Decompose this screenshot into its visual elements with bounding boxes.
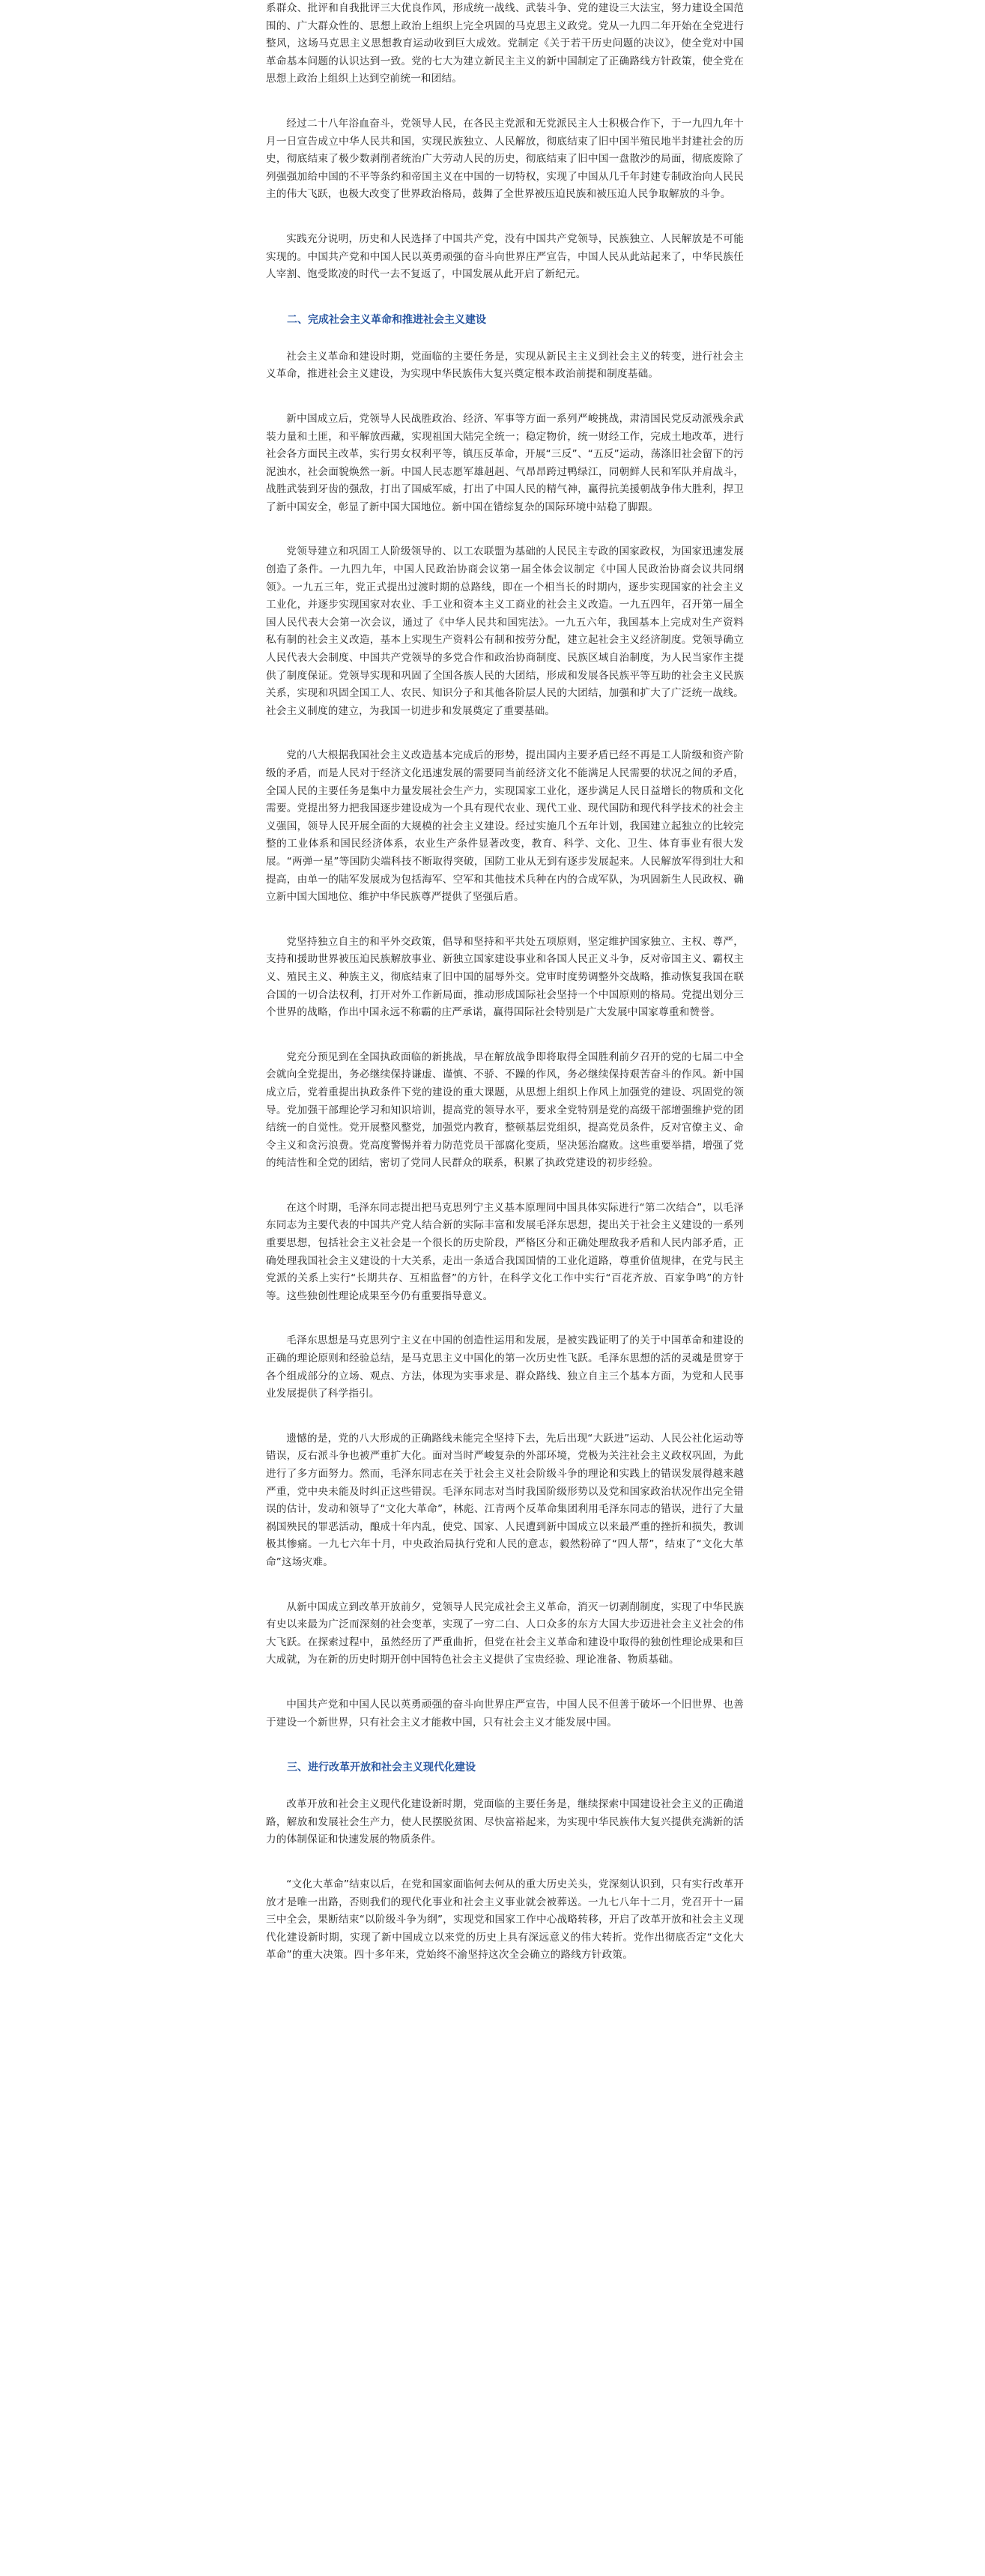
article-paragraph-7: 党的八大根据我国社会主义改造基本完成后的形势，提出国内主要矛盾已经不再是工人阶级和资产阶级的矛盾，而是人民对于经济文化迅速发展的需要同当前经济文化不能满足人民需要的状况之间的矛盾，全国人民的主要任务是集中力量发展社会生产力，实现国家工业化，逐步满足人民日益增长的物质和文化需要。党提出努力把我国逐步建设成为一个具有现代农业、现代工业、现代国防和现代科学技术的社会主义强国，领导人民开展全面的大规模的社会主义建设。经过实施几个五年计划，我国建立起独立的比较完整的工业体系和国民经济体系，农业生产条件显著改变，教育、科学、文化、卫生、体育事业有很大发展。“两弹一星”等国防尖端科技不断取得突破，国防工业从无到有逐步发展起来。人民解放军得到壮大和提高，由单一的陆军发展成为包括海军、空军和其他技术兵种在内的合成军队，为巩固新生人民政权、确立新中国大国地位、维护中华民族尊严提供了坚强后盾。	[266, 749, 744, 904]
article-paragraph-10: 在这个时期，毛泽东同志提出把马克思列宁主义基本原理同中国具体实际进行“第二次结合”，以毛泽东同志为主要代表的中国共产党人结合新的实际丰富和发展毛泽东思想，提出关于社会主义建设的一系列重要思想，包括社会主义社会是一个很长的历史阶段，严格区分和正确处理敌我矛盾和人民内部矛盾，正确处理我国社会主义建设的十大关系，走出一条适合我国国情的工业化道路，尊重价值规律，在党与民主党派的关系上实行“长期共存、互相监督”的方针，在科学文化工作中实行“百花齐放、百家争鸣”的方针等。这些独创性理论成果至今仍有重要指导意义。	[266, 1201, 744, 1302]
section-heading-1: 二、完成社会主义革命和推进社会主义建设	[287, 313, 486, 326]
article-body	[266, 0, 744, 1992]
article-paragraph-5: 新中国成立后，党领导人民战胜政治、经济、军事等方面一系列严峻挑战，肃清国民党反动派残余武装力量和土匪，和平解放西藏，实现祖国大陆完全统一；稳定物价，统一财经工作，完成土地改革，进行社会各方面民主改革，实行男女权利平等，镇压反革命，开展“三反”、“五反”运动，荡涤旧社会留下的污泥浊水，社会面貌焕然一新。中国人民志愿军雄赳赳、气昂昂跨过鸭绿江，同朝鲜人民和军队并肩战斗，战胜武装到牙齿的强敌，打出了国威军威，打出了中国人民的精气神，赢得抗美援朝战争伟大胜利，捍卫了新中国安全，彰显了新中国大国地位。新中国在错综复杂的国际环境中站稳了脚跟。	[266, 412, 744, 513]
article-paragraph-1: 系群众、批评和自我批评三大优良作风，形成统一战线、武装斗争、党的建设三大法宝，努力建设全国范围的、广大群众性的、思想上政治上组织上完全巩固的马克思主义政党。党从一九四二年开始在全党进行整风，这场马克思主义思想教育运动收到巨大成效。党制定《关于若干历史问题的决议》，使全党对中国革命基本问题的认识达到一致。党的七大为建立新民主主义的新中国制定了正确路线方针政策，使全党在思想上政治上组织上达到空前统一和团结。	[266, 2, 744, 85]
article-paragraph-3: 实践充分说明，历史和人民选择了中国共产党，没有中国共产党领导，民族独立、人民解放是不可能实现的。中国共产党和中国人民以英勇顽强的奋斗向世界庄严宣告，中国人民从此站起来了，中华民族任人宰割、饱受欺凌的时代一去不复返了，中国发展从此开启了新纪元。	[266, 232, 744, 281]
article-paragraph-14: 中国共产党和中国人民以英勇顽强的奋斗向世界庄严宣告，中国人民不但善于破坏一个旧世界、也善于建设一个新世界，只有社会主义才能救中国，只有社会主义才能发展中国。	[266, 1698, 744, 1729]
article-paragraph-13: 从新中国成立到改革开放前夕，党领导人民完成社会主义革命，消灭一切剥削制度，实现了中华民族有史以来最为广泛而深刻的社会变革，实现了一穷二白、人口众多的东方大国大步迈进社会主义社会的伟大飞跃。在探索过程中，虽然经历了严重曲折，但党在社会主义革命和建设中取得的独创性理论成果和巨大成就，为在新的历史时期开创中国特色社会主义提供了宝贵经验、理论准备、物质基础。	[266, 1600, 744, 1666]
article-paragraph-2: 经过二十八年浴血奋斗，党领导人民，在各民主党派和无党派民主人士积极合作下，于一九四九年十月一日宣告成立中华人民共和国，实现民族独立、人民解放，彻底结束了旧中国半殖民地半封建社会的历史，彻底结束了极少数剥削者统治广大劳动人民的历史，彻底结束了旧中国一盘散沙的局面，彻底废除了列强强加给中国的不平等条约和帝国主义在中国的一切特权，实现了中国从几千年封建专制政治向人民民主的伟大飞跃，也极大改变了世界政治格局，鼓舞了全世界被压迫民族和被压迫人民争取解放的斗争。	[266, 117, 744, 201]
article-paragraph-9: 党充分预见到在全国执政面临的新挑战，早在解放战争即将取得全国胜利前夕召开的党的七届二中全会就向全党提出，务必继续保持谦虚、谨慎、不骄、不躁的作风，务必继续保持艰苦奋斗的作风。新中国成立后，党着重提出执政条件下党的建设的重大课题，从思想上组织上作风上加强党的建设、巩固党的领导。党加强干部理论学习和知识培训，提高党的领导水平，要求全党特别是党的高级干部增强维护党的团结统一的自觉性。党开展整风整党，加强党内教育，整顿基层党组织，提高党员条件，反对官僚主义、命令主义和贪污浪费。党高度警惕并着力防范党员干部腐化变质，坚决惩治腐败。这些重要举措，增强了党的纯洁性和全党的团结，密切了党同人民群众的联系，积累了执政党建设的初步经验。	[266, 1050, 744, 1170]
article-paragraph-12: 遗憾的是，党的八大形成的正确路线未能完全坚持下去，先后出现“大跃进”运动、人民公社化运动等错误，反右派斗争也被严重扩大化。面对当时严峻复杂的外部环境，党极为关注社会主义政权巩固，为此进行了多方面努力。然而，毛泽东同志在关于社会主义社会阶级斗争的理论和实践上的错误发展得越来越严重，党中央未能及时纠正这些错误。毛泽东同志对当时我国阶级形势以及党和国家政治状况作出完全错误的估计，发动和领导了“文化大革命”，林彪、江青两个反革命集团利用毛泽东同志的错误，进行了大量祸国殃民的罪恶活动，酿成十年内乱，使党、国家、人民遭到新中国成立以来最严重的挫折和损失，教训极其惨痛。一九七六年十月，中央政治局执行党和人民的意志，毅然粉碎了“四人帮”，结束了“文化大革命”这场灾难。	[266, 1432, 744, 1568]
article-paragraph-11: 毛泽东思想是马克思列宁主义在中国的创造性运用和发展，是被实践证明了的关于中国革命和建设的正确的理论原则和经验总结，是马克思主义中国化的第一次历史性飞跃。毛泽东思想的活的灵魂是贯穿于各个组成部分的立场、观点、方法，体现为实事求是、群众路线、独立自主三个基本方面，为党和人民事业发展提供了科学指引。	[266, 1334, 744, 1400]
article-paragraph-15: 改革开放和社会主义现代化建设新时期，党面临的主要任务是，继续探索中国建设社会主义的正确道路，解放和发展社会生产力，使人民摆脱贫困、尽快富裕起来，为实现中华民族伟大复兴提供充满新的活力的体制保证和快速发展的物质条件。	[266, 1798, 744, 1846]
article-paragraph-16: “文化大革命”结束以后，在党和国家面临何去何从的重大历史关头，党深刻认识到，只有实行改革开放才是唯一出路，否则我们的现代化事业和社会主义事业就会被葬送。一九七八年十二月，党召开十一届三中全会，果断结束“以阶级斗争为纲”，实现党和国家工作中心战略转移，开启了改革开放和社会主义现代化建设新时期，实现了新中国成立以来党的历史上具有深远意义的伟大转折。党作出彻底否定“文化大革命”的重大决策。四十多年来，党始终不渝坚持这次全会确立的路线方针政策。	[266, 1878, 744, 1962]
article-paragraph-4: 社会主义革命和建设时期，党面临的主要任务是，实现从新民主主义到社会主义的转变，进行社会主义革命，推进社会主义建设，为实现中华民族伟大复兴奠定根本政治前提和制度基础。	[266, 350, 744, 381]
article-paragraph-6: 党领导建立和巩固工人阶级领导的、以工农联盟为基础的人民民主专政的国家政权，为国家迅速发展创造了条件。一九四九年，中国人民政治协商会议第一届全体会议制定《中国人民政治协商会议共同纲领》。一九五三年，党正式提出过渡时期的总路线，即在一个相当长的时期内，逐步实现国家的社会主义工业化，并逐步实现国家对农业、手工业和资本主义工商业的社会主义改造。一九五四年，召开第一届全国人民代表大会第一次会议，通过了《中华人民共和国宪法》。一九五六年，我国基本上完成对生产资料私有制的社会主义改造，基本上实现生产资料公有制和按劳分配，建立起社会主义经济制度。党领导确立人民代表大会制度、中国共产党领导的多党合作和政治协商制度、民族区域自治制度，为人民当家作主提供了制度保证。党领导实现和巩固了全国各族人民的大团结，形成和发展各民族平等互助的社会主义民族关系，实现和巩固全国工人、农民、知识分子和其他各阶层人民的大团结，加强和扩大了广泛统一战线。社会主义制度的建立，为我国一切进步和发展奠定了重要基础。	[266, 545, 744, 717]
article-paragraph-8: 党坚持独立自主的和平外交政策，倡导和坚持和平共处五项原则，坚定维护国家独立、主权、尊严，支持和援助世界被压迫民族解放事业、新独立国家建设事业和各国人民正义斗争，反对帝国主义、霸权主义、殖民主义、种族主义，彻底结束了旧中国的屈辱外交。党审时度势调整外交战略，推动恢复我国在联合国的一切合法权利，打开对外工作新局面，推动形成国际社会坚持一个中国原则的格局。党提出划分三个世界的战略，作出中国永远不称霸的庄严承诺，赢得国际社会特别是广大发展中国家尊重和赞誉。	[266, 935, 744, 1019]
section-heading-2: 三、进行改革开放和社会主义现代化建设	[287, 1762, 476, 1774]
